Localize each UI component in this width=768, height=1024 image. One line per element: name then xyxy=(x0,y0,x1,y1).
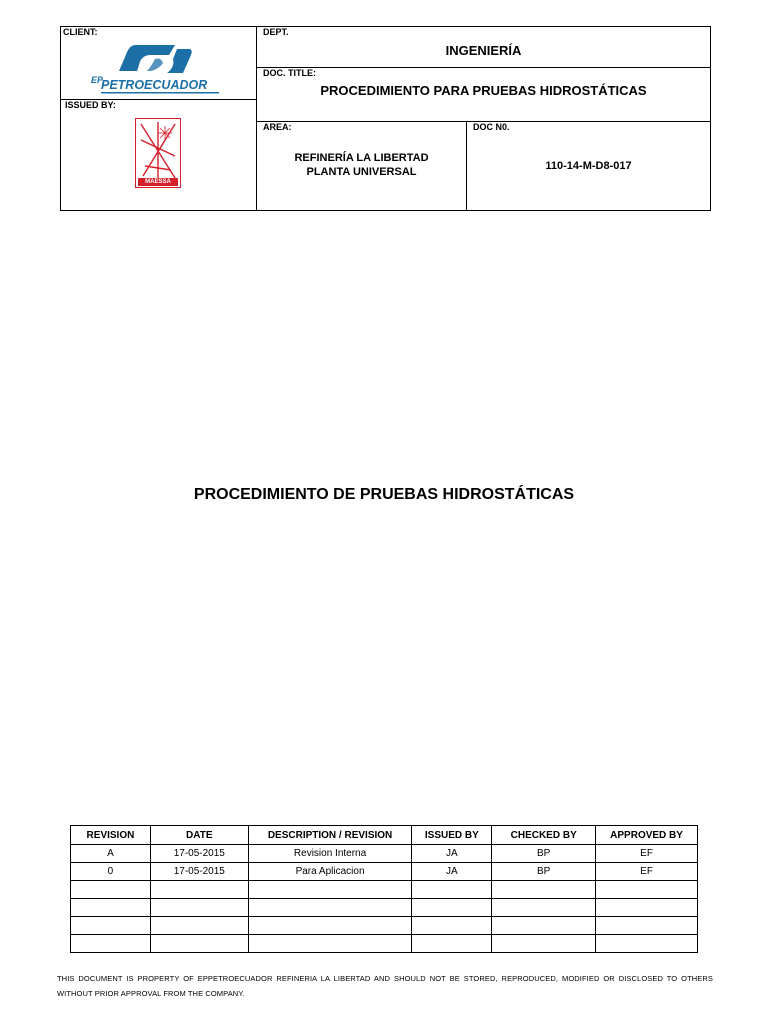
cell-approved-by: EF xyxy=(596,845,698,863)
cell-revision: A xyxy=(71,845,151,863)
doc-title-value: PROCEDIMIENTO PARA PRUEBAS HIDROSTÁTICAS xyxy=(320,83,647,98)
cell-checked-by xyxy=(492,899,596,917)
cell-date: 17-05-2015 xyxy=(150,863,248,881)
cell-approved-by: EF xyxy=(596,863,698,881)
table-row xyxy=(71,881,698,899)
svg-text:EP: EP xyxy=(91,75,104,85)
cell-issued-by xyxy=(412,917,492,935)
cell-revision xyxy=(71,935,151,953)
doc-no-value: 110-14-M-D8-017 xyxy=(545,160,632,172)
cell-issued-by: JA xyxy=(412,863,492,881)
table-row xyxy=(71,917,698,935)
cell-description: Para Aplicacion xyxy=(248,863,412,881)
cell-approved-by xyxy=(596,935,698,953)
cell-checked-by xyxy=(492,881,596,899)
dept-value: INGENIERÍA xyxy=(445,43,522,58)
revision-table-header xyxy=(71,826,698,845)
cell-checked-by: BP xyxy=(492,863,596,881)
cell-issued-by: JA xyxy=(412,845,492,863)
cell-revision: 0 xyxy=(71,863,151,881)
svg-text:PETROECUADOR: PETROECUADOR xyxy=(101,78,208,92)
cell-revision xyxy=(71,899,151,917)
cell-date xyxy=(150,917,248,935)
cell-description xyxy=(248,899,412,917)
cell-checked-by xyxy=(492,917,596,935)
cell-date: 17-05-2015 xyxy=(150,845,248,863)
doc-no-label: DOC N0. xyxy=(473,122,510,132)
cell-issued-by xyxy=(412,881,492,899)
issued-by-label: ISSUED BY: xyxy=(65,100,116,110)
petroecuador-logo-icon xyxy=(89,41,229,95)
confidentiality-notice: THIS DOCUMENT IS PROPERTY OF EPPETROECUADOR REFINERIA LA LIBERTAD AND SHOULD NOT BE STORED, REPRODUCED, MODIFIED OR DISCLOSED TO OTHERS WITHOUT PRIOR APPROVAL FROM THE COMPANY. xyxy=(57,974,713,998)
cell-date xyxy=(150,935,248,953)
table-row xyxy=(71,863,698,881)
col-header-revision: REVISION xyxy=(71,826,151,845)
cell-description xyxy=(248,917,412,935)
cell-approved-by xyxy=(596,881,698,899)
cell-revision xyxy=(71,881,151,899)
maessa-logo-text: MAESSA xyxy=(145,179,171,185)
area-label: AREA: xyxy=(263,122,292,132)
document-main-title: PROCEDIMIENTO DE PRUEBAS HIDROSTÁTICAS xyxy=(193,486,575,503)
cell-approved-by xyxy=(596,917,698,935)
cell-description: Revision Interna xyxy=(248,845,412,863)
cell-description xyxy=(248,935,412,953)
area-line-2: PLANTA UNIVERSAL xyxy=(306,166,417,178)
document-header xyxy=(60,26,711,211)
cell-checked-by: BP xyxy=(492,845,596,863)
col-header-date: DATE xyxy=(150,826,248,845)
doc-title-label: DOC. TITLE: xyxy=(263,68,316,78)
client-label: CLIENT: xyxy=(63,27,98,37)
col-header-checked-by: CHECKED BY xyxy=(492,826,596,845)
table-row xyxy=(71,845,698,863)
col-header-description: DESCRIPTION / REVISION xyxy=(248,826,412,845)
cell-checked-by xyxy=(492,935,596,953)
dept-label: DEPT. xyxy=(263,27,289,37)
cell-revision xyxy=(71,917,151,935)
col-header-approved-by: APPROVED BY xyxy=(596,826,698,845)
revision-table xyxy=(70,825,698,953)
cell-issued-by xyxy=(412,899,492,917)
cell-date xyxy=(150,881,248,899)
cell-date xyxy=(150,899,248,917)
table-row xyxy=(71,935,698,953)
table-row xyxy=(71,899,698,917)
petroecuador-logo xyxy=(89,41,229,95)
maessa-logo xyxy=(135,118,181,188)
cell-description xyxy=(248,881,412,899)
header-divider xyxy=(257,67,710,68)
cell-approved-by xyxy=(596,899,698,917)
cell-issued-by xyxy=(412,935,492,953)
col-header-issued-by: ISSUED BY xyxy=(412,826,492,845)
area-line-1: REFINERÍA LA LIBERTAD xyxy=(294,152,429,164)
